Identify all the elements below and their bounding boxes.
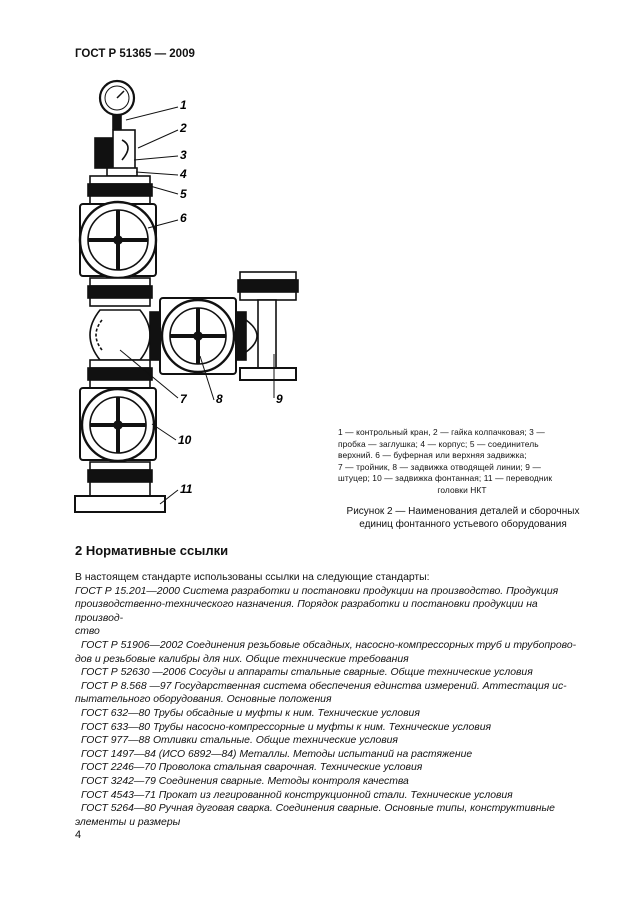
caption-line: Рисунок 2 — Наименования деталей и сборочных [346, 506, 580, 517]
callout-label: 9 [276, 392, 283, 406]
reference-line: ГОСТ 1497—84 (ИСО 6892—84) Металлы. Методы испытаний на растяжение [81, 748, 473, 760]
reference-line: ГОСТ 977—88 Отливки стальные. Общие технические условия [81, 735, 398, 747]
reference-line: ГОСТ Р 8.568 —97 Государственная система обеспечения единства измерений. Аттестация ис- [81, 680, 567, 692]
references-body [75, 571, 588, 829]
callout-label: 4 [180, 167, 187, 181]
section-heading: 2 Нормативные ссылки [75, 543, 229, 558]
callout-label: 7 [180, 392, 187, 406]
reference-line: дов и резьбовые калибры для них. Общие технические требования [75, 653, 409, 665]
reference-line: ство [75, 626, 100, 638]
callout-label: 3 [180, 148, 187, 162]
reference-line: производственно-технического назначения. Порядок разработки и постановки продукции на производ- [75, 599, 538, 624]
page-number: 4 [75, 829, 82, 841]
reference-line: ГОСТ Р 51906—2002 Соединения резьбовые обсадных, насосно-компрессорных труб и трубопрово- [81, 639, 577, 651]
document-header: ГОСТ Р 51365 — 2009 [75, 48, 195, 60]
caption-line: единиц фонтанного устьевого оборудования [359, 519, 567, 530]
callout-label: 6 [180, 211, 187, 225]
reference-line: ГОСТ Р 15.201—2000 Система разработки и постановки продукции на производство. Продукция [75, 585, 559, 597]
figure-caption [338, 505, 588, 531]
reference-line: элементы и размеры [75, 816, 181, 828]
callout-label: 11 [180, 482, 193, 496]
callout-label: 1 [180, 98, 187, 112]
legend-line: головки НКТ [437, 484, 487, 495]
intro-paragraph: В настоящем стандарте использованы ссылки на следующие стандарты: [75, 572, 430, 583]
callout-label: 8 [216, 392, 223, 406]
tubing-head-adapter [75, 496, 165, 512]
legend-line: 1 — контрольный кран, 2 — гайка колпачковая; 3 — [338, 427, 545, 437]
legend-line: 7 — тройник, 8 — задвижка отводящей линии; 9 — [338, 461, 541, 472]
reference-line: ГОСТ 4543—71 Прокат из легированной конструкционной стали. Технические условия [81, 789, 513, 801]
callout-label: 5 [180, 187, 187, 201]
reference-line: ГОСТ 2246—70 Проволока стальная сварочная. Технические условия [81, 762, 423, 774]
reference-line: пытательного оборудования. Основные положения [75, 694, 332, 706]
legend-line: пробка — заглушка; 4 — корпус; 5 — соединитель [338, 438, 539, 449]
callout-label: 2 [180, 121, 187, 135]
callout-label: 10 [178, 433, 192, 447]
control-valve [95, 138, 113, 168]
reference-line: ГОСТ 632—80 Трубы обсадные и муфты к ним. Технические условия [81, 707, 420, 719]
legend-line: штуцер; 10 — задвижка фонтанная; 11 — переводник [338, 473, 553, 483]
reference-line: ГОСТ Р 52630 —2006 Сосуды и аппараты стальные сварные. Общие технические условия [81, 667, 533, 679]
figure-legend [338, 427, 586, 496]
reference-line: ГОСТ 633—80 Трубы насосно-компрессорные и муфты к ним. Технические условия [81, 721, 492, 733]
reference-line: ГОСТ 3242—79 Соединения сварные. Методы контроля качества [81, 775, 409, 787]
reference-line: ГОСТ 5264—80 Ручная дуговая сварка. Соединения сварные. Основные типы, конструктивные [81, 803, 555, 815]
legend-line: верхний. 6 — буферная или верхняя задвижка; [338, 450, 527, 460]
